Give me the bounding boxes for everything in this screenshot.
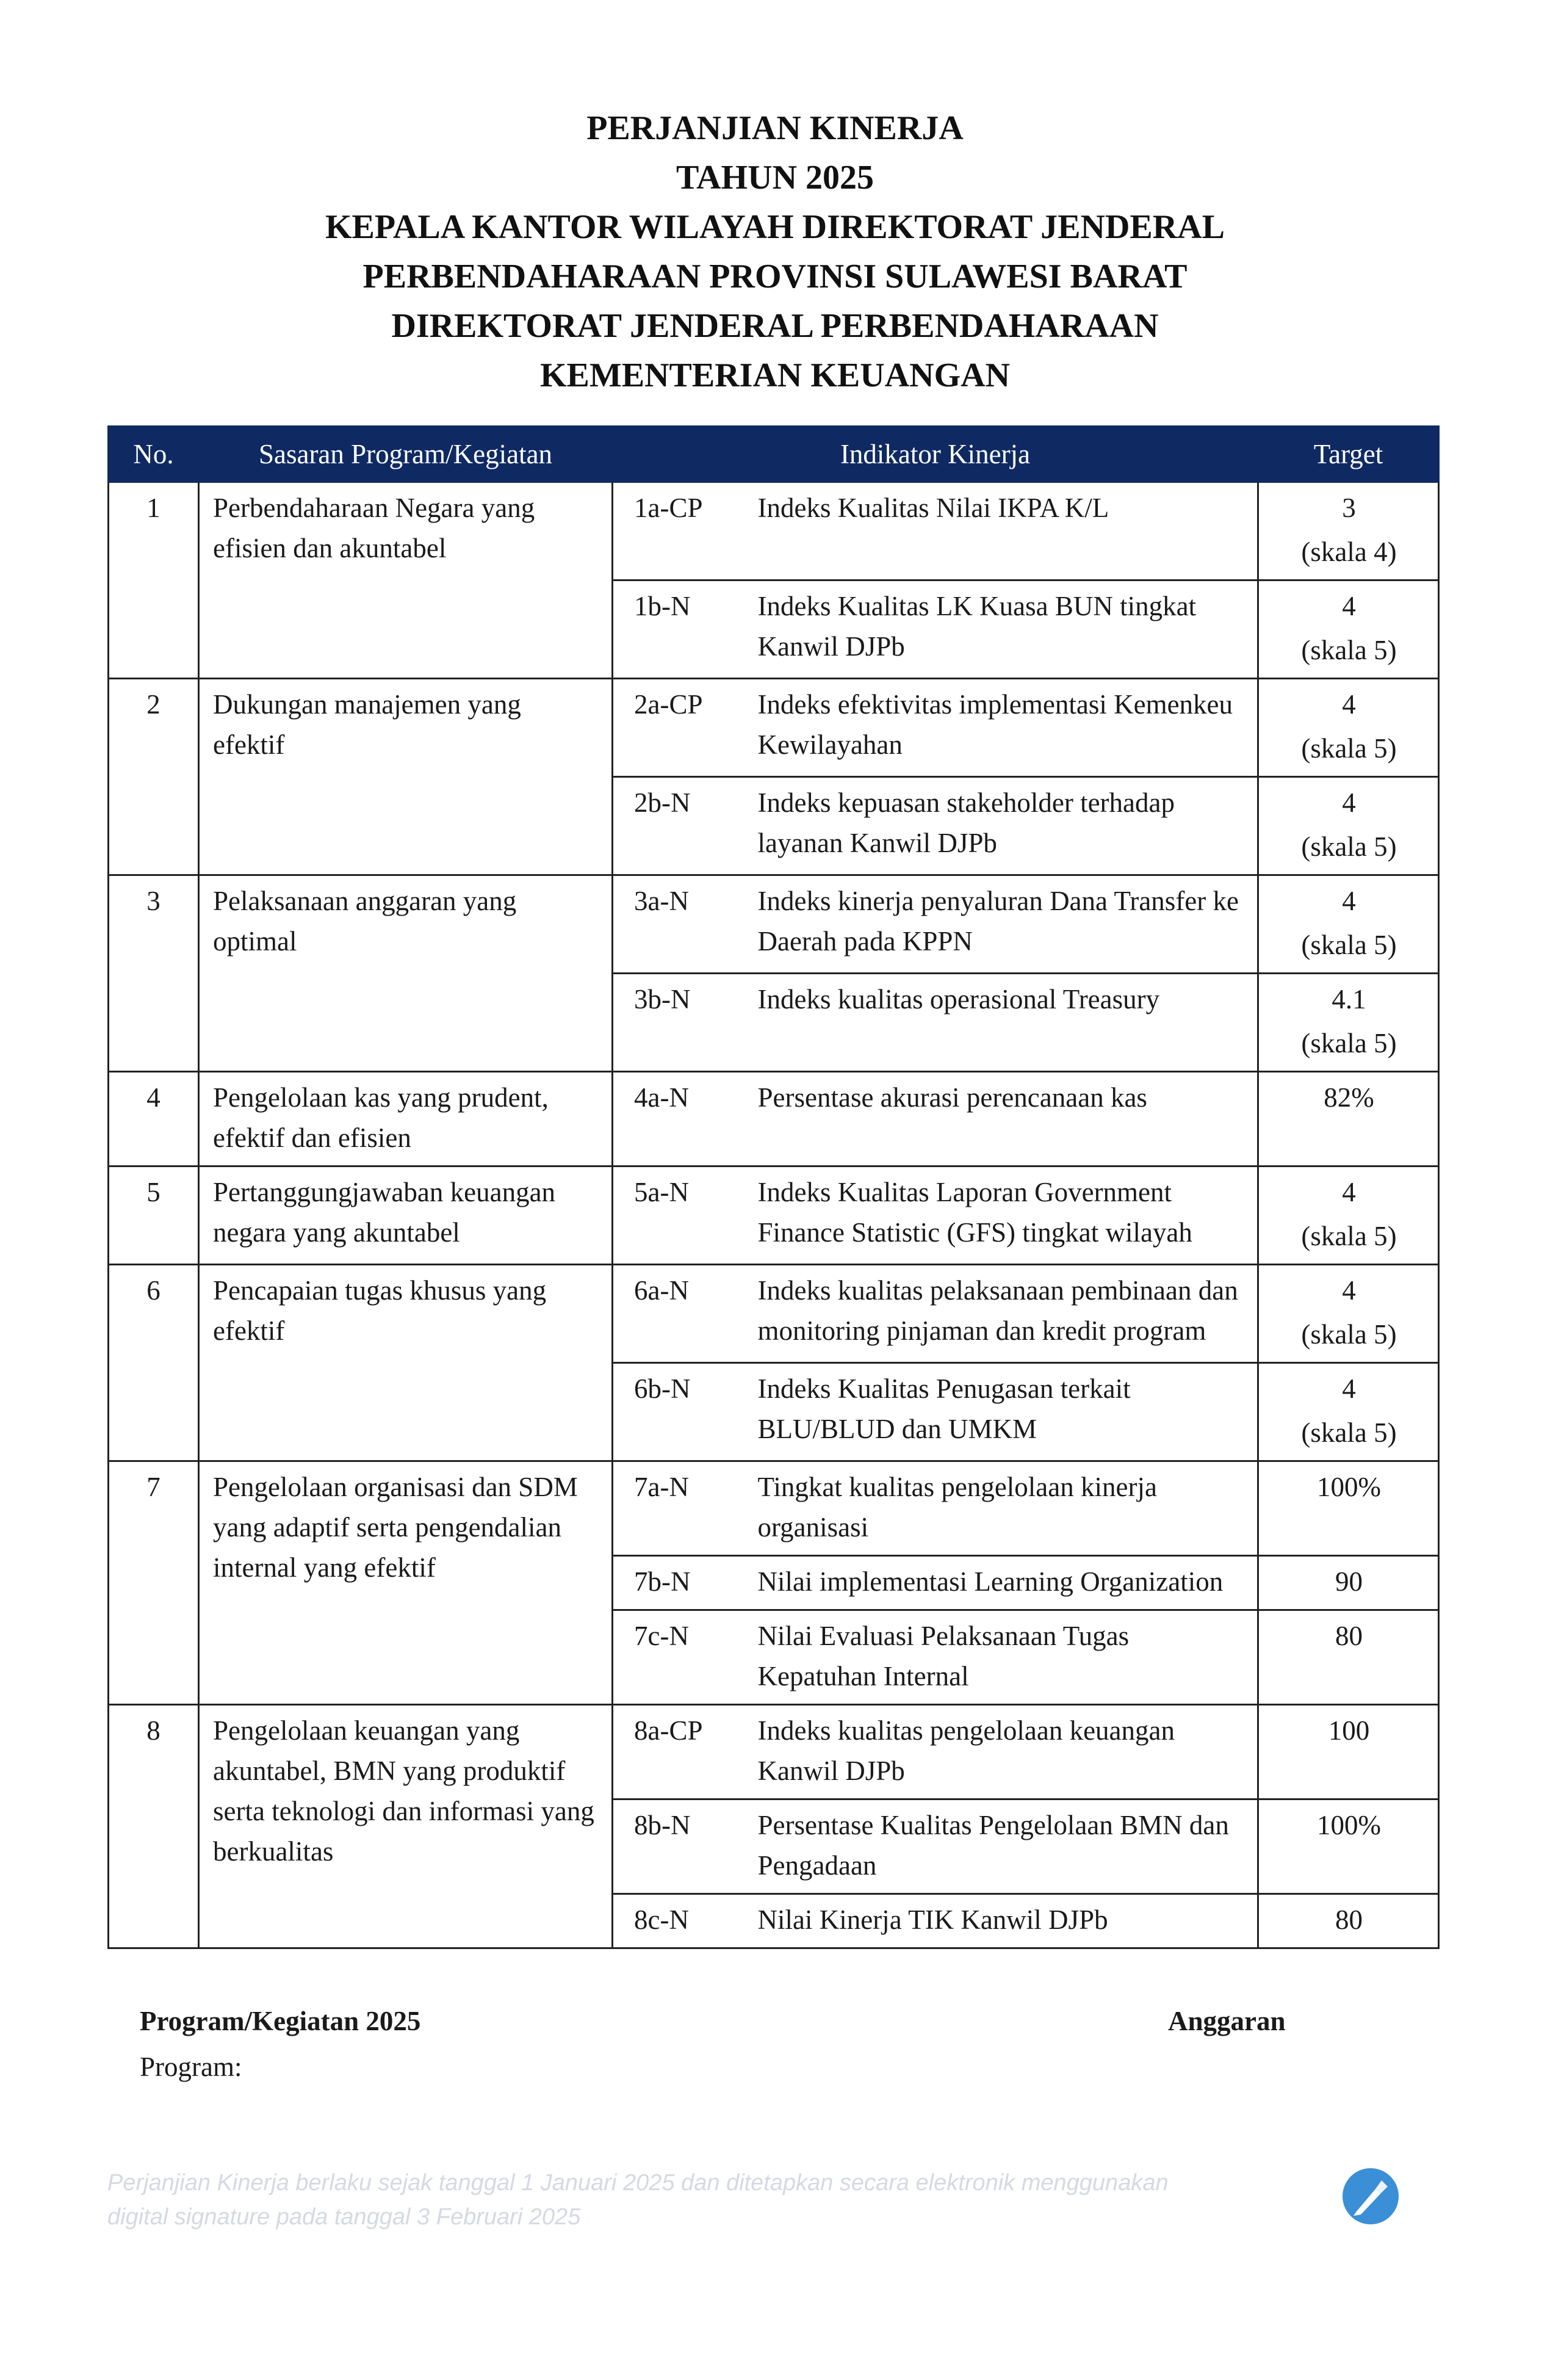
sasaran-cell: Pelaksanaan anggaran yang optimal	[199, 875, 613, 1072]
header-no: No.	[109, 427, 199, 482]
target-value: 4	[1342, 689, 1356, 720]
indicator-code: 4a-N	[613, 1072, 752, 1166]
sasaran-cell: Perbendaharaan Negara yang efisien dan akuntabel	[199, 482, 613, 679]
indicator-code: 2b-N	[613, 777, 752, 875]
indicator-code: 1a-CP	[613, 482, 752, 581]
target-value: 3	[1342, 493, 1356, 523]
signature-note-line: Perjanjian Kinerja berlaku sejak tanggal 1 Januari 2025 dan ditetapkan secara elektronik menggunakan	[107, 2170, 1169, 2196]
sasaran-cell: Pengelolaan organisasi dan SDM yang adaptif serta pengendalian internal yang efektif	[199, 1461, 613, 1705]
indicator-text: Persentase akurasi perencanaan kas	[752, 1072, 1258, 1166]
signature-pen-logo-icon	[1340, 2166, 1401, 2227]
indicator-text: Indeks kualitas operasional Treasury	[752, 974, 1258, 1072]
row-number: 1	[109, 482, 199, 679]
target-scale: (skala 5)	[1301, 831, 1397, 862]
indicator-text: Nilai implementasi Learning Organization	[752, 1556, 1258, 1610]
indicator-text: Indeks kualitas pengelolaan keuangan Kanwil DJPb	[752, 1705, 1258, 1799]
target-scale: (skala 5)	[1301, 635, 1397, 665]
target-cell	[1258, 1705, 1439, 1799]
target-value: 4	[1342, 1275, 1356, 1306]
indicator-code: 7a-N	[613, 1461, 752, 1556]
target-value: 90	[1335, 1566, 1363, 1597]
header-indikator: Indikator Kinerja	[613, 427, 1258, 482]
indicator-code: 8b-N	[613, 1799, 752, 1894]
indicator-code: 7b-N	[613, 1556, 752, 1610]
target-cell	[1258, 1363, 1439, 1461]
target-cell	[1258, 1894, 1439, 1948]
row-number: 5	[109, 1166, 199, 1265]
indicator-text: Indeks Kualitas Laporan Government Finance Statistic (GFS) tingkat wilayah	[752, 1166, 1258, 1265]
indicator-text: Nilai Evaluasi Pelaksanaan Tugas Kepatuhan Internal	[752, 1610, 1258, 1705]
target-value: 100%	[1317, 1472, 1382, 1502]
indicator-text: Persentase Kualitas Pengelolaan BMN dan Pengadaan	[752, 1799, 1258, 1894]
title-line: KEMENTERIAN KEUANGAN	[539, 356, 1011, 394]
indicator-code: 5a-N	[613, 1166, 752, 1265]
target-cell	[1258, 1610, 1439, 1705]
indicator-code: 8c-N	[613, 1894, 752, 1948]
target-value: 4	[1342, 1177, 1356, 1207]
target-value: 80	[1335, 1904, 1363, 1935]
row-number: 7	[109, 1461, 199, 1705]
row-number: 3	[109, 875, 199, 1072]
header-target: Target	[1258, 427, 1439, 482]
table-row	[109, 482, 1439, 581]
signature-note	[107, 2166, 1328, 2234]
table-row	[109, 1265, 1439, 1363]
target-cell	[1258, 1265, 1439, 1363]
title-line: DIREKTORAT JENDERAL PERBENDAHARAAN	[391, 307, 1159, 345]
table-header	[109, 427, 1439, 482]
indicator-text: Indeks kepuasan stakeholder terhadap layanan Kanwil DJPb	[752, 777, 1258, 875]
row-number: 6	[109, 1265, 199, 1461]
target-cell	[1258, 482, 1439, 581]
target-cell	[1258, 974, 1439, 1072]
indicator-text: Indeks efektivitas implementasi Kemenkeu Kewilayahan	[752, 679, 1258, 777]
document-title	[0, 104, 1550, 400]
target-cell	[1258, 679, 1439, 777]
target-value: 82%	[1324, 1082, 1374, 1113]
indicator-code: 7c-N	[613, 1610, 752, 1705]
target-cell	[1258, 1072, 1439, 1166]
target-scale: (skala 5)	[1301, 930, 1397, 960]
header-sasaran: Sasaran Program/Kegiatan	[199, 427, 613, 482]
target-value: 4	[1342, 591, 1356, 621]
indicator-code: 6a-N	[613, 1265, 752, 1363]
indicator-code: 6b-N	[613, 1363, 752, 1461]
indicator-code: 3b-N	[613, 974, 752, 1072]
target-scale: (skala 5)	[1301, 1319, 1397, 1350]
target-value: 100	[1328, 1715, 1370, 1746]
target-cell	[1258, 1166, 1439, 1265]
indicator-text: Indeks kualitas pelaksanaan pembinaan dan monitoring pinjaman dan kredit program	[752, 1265, 1258, 1363]
indicator-text: Indeks kinerja penyaluran Dana Transfer ke Daerah pada KPPN	[752, 875, 1258, 974]
target-value: 80	[1335, 1621, 1363, 1651]
title-line: TAHUN 2025	[676, 159, 874, 197]
indicator-code: 8a-CP	[613, 1705, 752, 1799]
target-value: 4.1	[1332, 984, 1366, 1015]
sasaran-cell: Pencapaian tugas khusus yang efektif	[199, 1265, 613, 1461]
indicator-text: Tingkat kualitas pengelolaan kinerja organisasi	[752, 1461, 1258, 1556]
indicator-text: Indeks Kualitas Nilai IKPA K/L	[752, 482, 1258, 581]
program-kegiatan-heading: Program/Kegiatan 2025	[140, 2006, 421, 2036]
target-scale: (skala 5)	[1301, 733, 1397, 764]
target-cell	[1258, 777, 1439, 875]
target-cell	[1258, 1799, 1439, 1894]
table-row	[109, 1072, 1439, 1166]
indicator-code: 3a-N	[613, 875, 752, 974]
table-row	[109, 1166, 1439, 1265]
target-value: 4	[1342, 1373, 1356, 1404]
indicator-code: 2a-CP	[613, 679, 752, 777]
row-number: 8	[109, 1705, 199, 1948]
sasaran-cell: Pengelolaan kas yang prudent, efektif dan efisien	[199, 1072, 613, 1166]
sasaran-cell: Dukungan manajemen yang efektif	[199, 679, 613, 875]
target-scale: (skala 5)	[1301, 1221, 1397, 1251]
title-line: PERJANJIAN KINERJA	[586, 109, 964, 147]
target-cell	[1258, 1461, 1439, 1556]
row-number: 4	[109, 1072, 199, 1166]
table-body	[109, 482, 1439, 1948]
signature-note-line: digital signature pada tanggal 3 Februari 2025	[107, 2204, 581, 2230]
target-scale: (skala 5)	[1301, 1028, 1397, 1058]
target-cell	[1258, 1556, 1439, 1610]
program-label: Program:	[140, 2052, 242, 2082]
anggaran-heading: Anggaran	[1168, 2006, 1286, 2036]
sasaran-cell: Pertanggungjawaban keuangan negara yang akuntabel	[199, 1166, 613, 1265]
table-row	[109, 1705, 1439, 1799]
table-row	[109, 875, 1439, 974]
title-line: PERBENDAHARAAN PROVINSI SULAWESI BARAT	[362, 258, 1188, 295]
indicator-text: Indeks Kualitas LK Kuasa BUN tingkat Kanwil DJPb	[752, 581, 1258, 679]
table-row	[109, 679, 1439, 777]
target-value: 4	[1342, 787, 1356, 818]
indicator-code: 1b-N	[613, 581, 752, 679]
performance-table	[107, 425, 1440, 1949]
indicator-text: Nilai Kinerja TIK Kanwil DJPb	[752, 1894, 1258, 1948]
target-value: 100%	[1317, 1810, 1382, 1840]
target-cell	[1258, 875, 1439, 974]
target-scale: (skala 5)	[1301, 1417, 1397, 1448]
title-line: KEPALA KANTOR WILAYAH DIREKTORAT JENDERAL	[325, 208, 1225, 246]
indicator-text: Indeks Kualitas Penugasan terkait BLU/BLUD dan UMKM	[752, 1363, 1258, 1461]
sasaran-cell: Pengelolaan keuangan yang akuntabel, BMN yang produktif serta teknologi dan informasi yang berkualitas	[199, 1705, 613, 1948]
target-cell	[1258, 581, 1439, 679]
target-scale: (skala 4)	[1301, 537, 1397, 567]
row-number: 2	[109, 679, 199, 875]
table-row	[109, 1461, 1439, 1556]
target-value: 4	[1342, 886, 1356, 916]
